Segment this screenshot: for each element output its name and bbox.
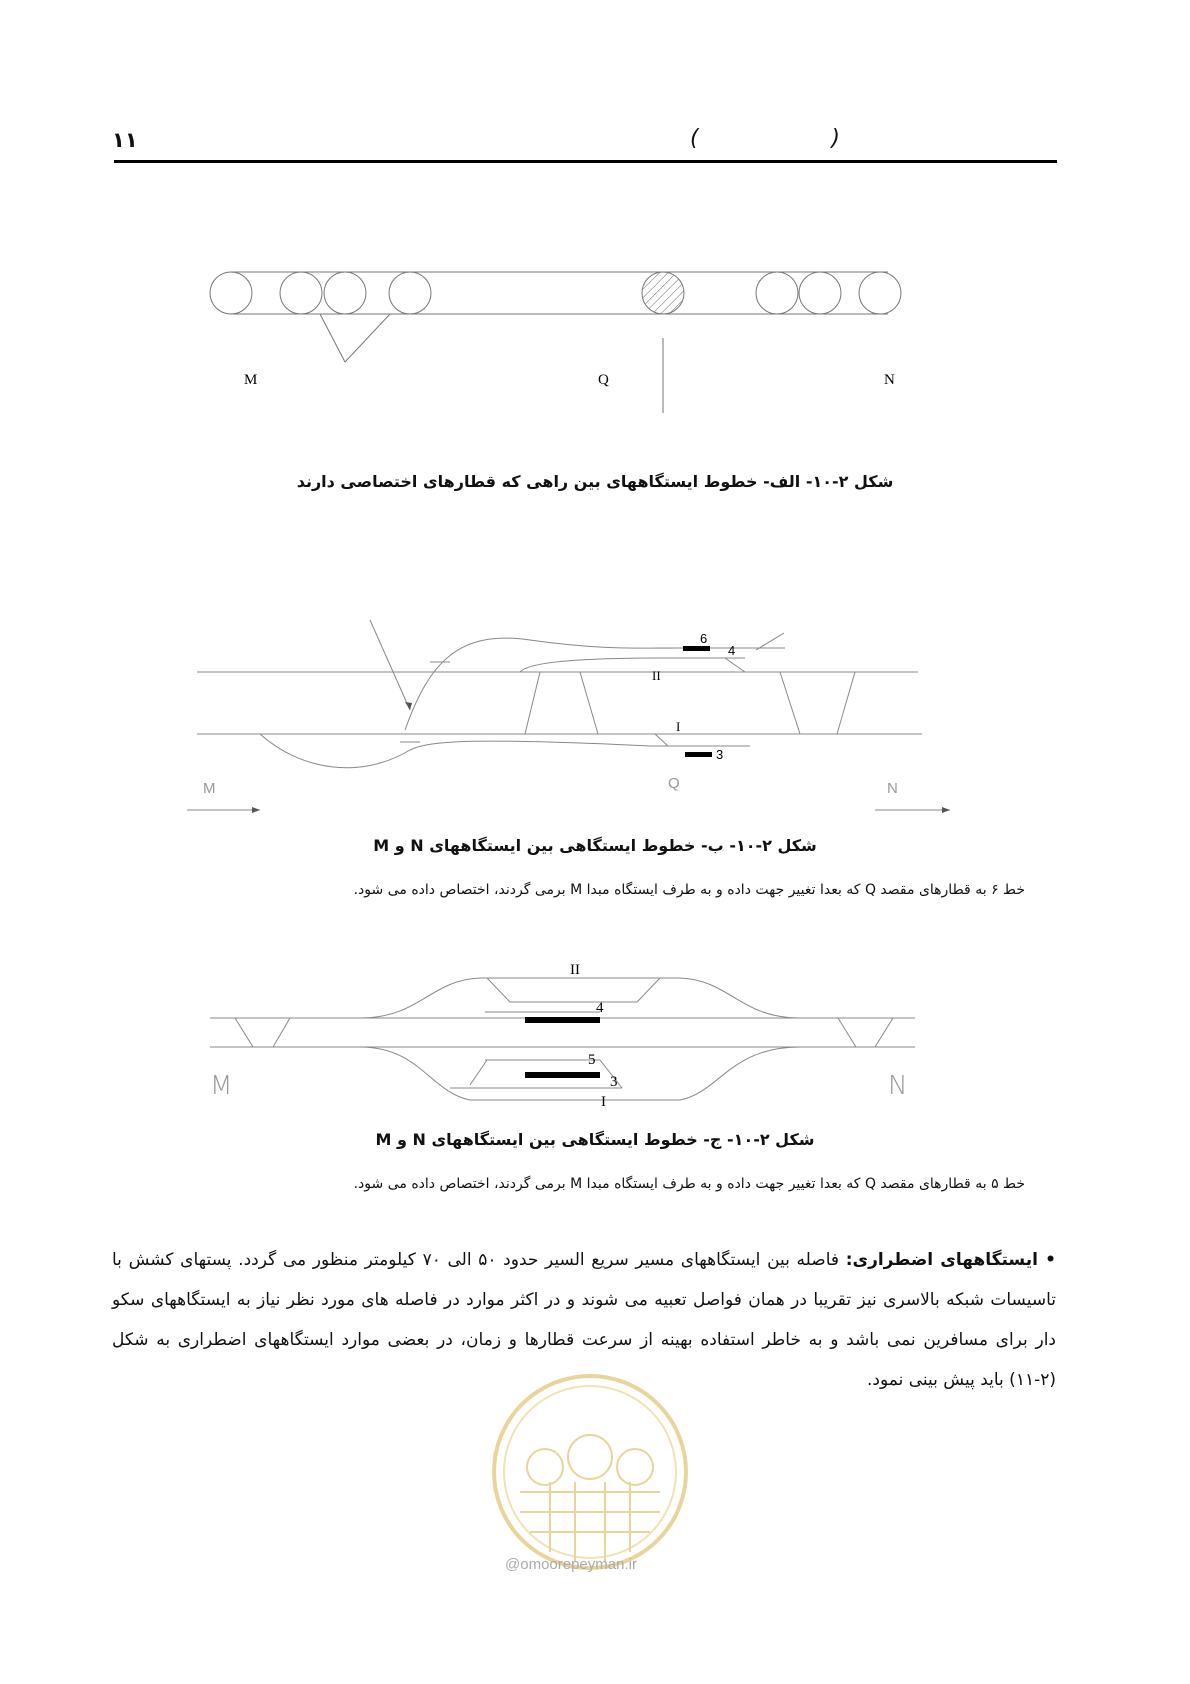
fig-b-label-m: M — [203, 780, 216, 797]
fig-a-label-m: M — [244, 372, 258, 388]
fig-b-label-6: 6 — [700, 631, 708, 646]
fig-a-label-n: N — [884, 372, 895, 388]
body-text: فاصله بین ایستگاههای مسیر سریع السیر حدود ۵۰ الی ۷۰ کیلومتر منظور می گردد. پستهای کشش با تاسیسات شبکه بالاسری نیز تقریبا در همان فواصل تعبیه می شوند و در اکثر موارد در فاصله های مورد نظر نیاز به ایستگاههای سکو دار برای مسافرین نمی باشد و به خاطر استفاده بهینه از سرعت قطارها و زمان، در بعضی موارد ایستگاههای اضطراری به شکل (۲-۱۱) باید پیش بینی نمود. — [112, 1250, 1056, 1390]
fig-c-label-i: I — [601, 1094, 606, 1110]
fig-c-label-3: 3 — [610, 1074, 618, 1090]
fig-c-label-ii: II — [570, 962, 580, 978]
fig-c-label-4: 4 — [596, 1000, 604, 1016]
body-lead-bold: • ایستگاههای اضطراری: — [845, 1250, 1056, 1270]
fig-b-label-n: N — [887, 780, 898, 797]
fig-c-label-5: 5 — [588, 1052, 596, 1068]
fig-c-label-m: M — [210, 1071, 233, 1101]
figure-c-note: خط ۵ به قطارهای مقصد Q که بعدا تغییر جهت داده و به طرف ایستگاه مبدا M برمی گردند، اختصاص داده می شود. — [353, 1176, 1025, 1192]
fig-b-label-ii: II — [652, 668, 661, 683]
running-header — [690, 126, 840, 151]
header-left-paren: ( — [690, 126, 699, 151]
header-right-paren: ) — [831, 126, 840, 151]
fig-b-label-4: 4 — [728, 643, 736, 658]
fig-b-label-q: Q — [668, 775, 680, 792]
figure-a-caption: شکل ۲-۱۰- الف- خطوط ایستگاههای بین راهی که قطارهای اختصاصی دارند — [296, 472, 894, 491]
figure-c-diagram — [0, 960, 1190, 1115]
figure-a-diagram — [0, 270, 1190, 420]
fig-b-label-i: I — [676, 719, 681, 734]
fig-c-label-n: N — [888, 1071, 908, 1101]
figure-b-note: خط ۶ به قطارهای مقصد Q که بعدا تغییر جهت داده و به طرف ایستگاه مبدا M برمی گردند، اختصاص داده می شود. — [353, 882, 1025, 898]
header-rule — [114, 160, 1057, 163]
figure-b-diagram — [0, 610, 1190, 820]
watermark-url: @omoorepeyman.ir — [505, 1556, 637, 1573]
page-number: ۱۱ — [112, 128, 138, 152]
figure-c-caption: شکل ۲-۱۰- ج- خطوط ایستگاهی بین ایستگاههای N و M — [375, 1130, 815, 1149]
figure-b-caption: شکل ۲-۱۰- ب- خطوط ایستگاهی بین ایستگاههای N و M — [373, 836, 817, 855]
watermark-logo — [490, 1372, 690, 1572]
fig-b-label-3: 3 — [716, 747, 724, 762]
fig-a-label-q: Q — [598, 372, 609, 388]
